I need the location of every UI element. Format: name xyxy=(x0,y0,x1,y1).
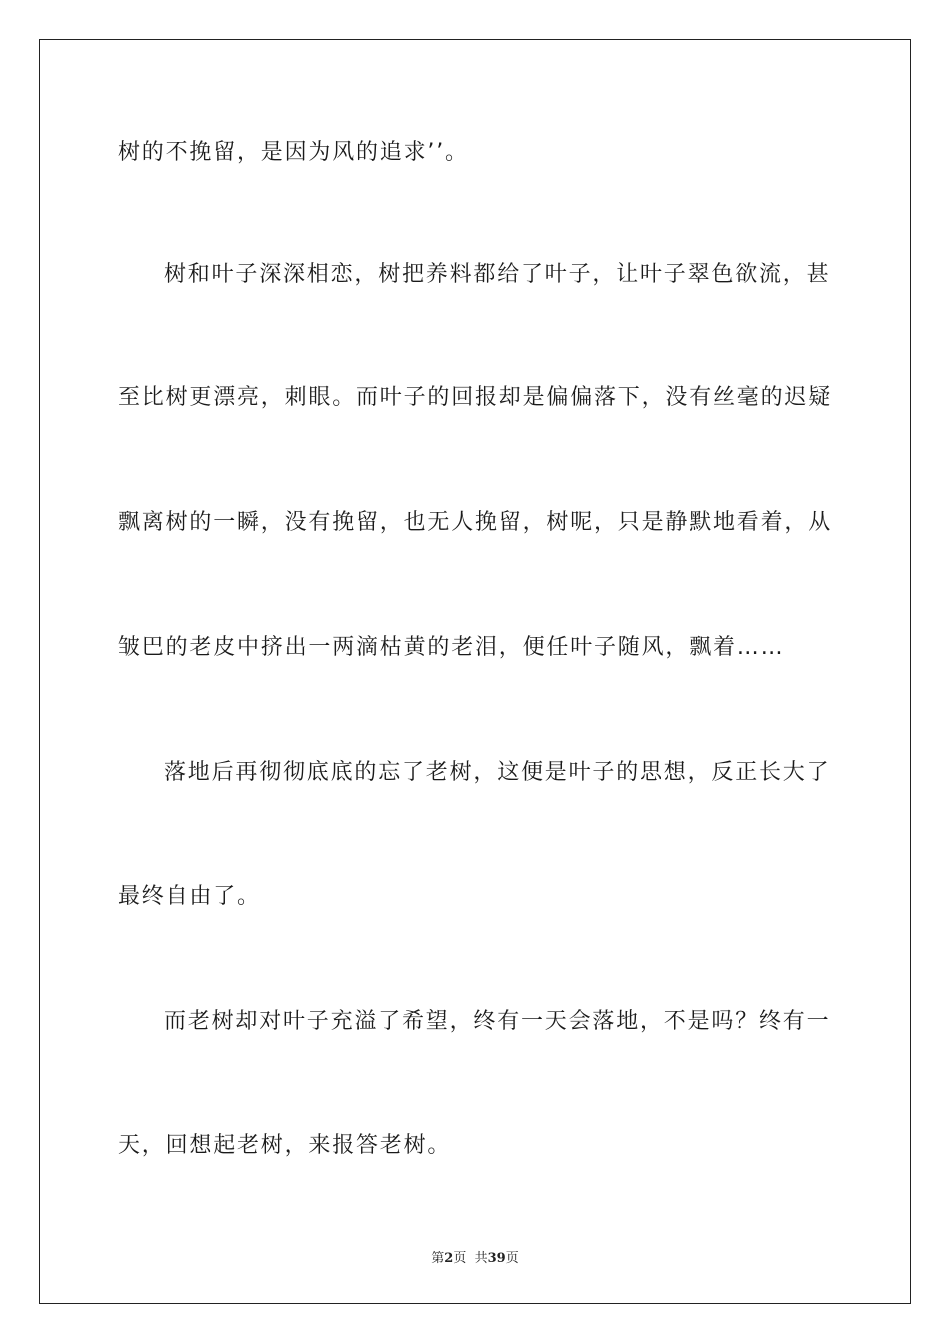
text-line-2: 树和叶子深深相恋，树把养料都给了叶子，让叶子翠色欲流，甚 xyxy=(164,262,831,287)
page-mid: 页 共 xyxy=(453,1251,488,1266)
page-border xyxy=(39,39,911,1304)
text-line-1: 树的不挽留，是因为风的追求’’。 xyxy=(118,140,469,165)
text-line-8: 而老树却对叶子充溢了希望，终有一天会落地，不是吗？终有一 xyxy=(164,1009,831,1034)
text-line-6: 落地后再彻彻底底的忘了老树，这便是叶子的思想，反正长大了 xyxy=(164,760,831,785)
page-current: 2 xyxy=(444,1251,454,1266)
page-suffix: 页 xyxy=(505,1251,519,1266)
page-total: 39 xyxy=(487,1251,506,1266)
page-prefix: 第 xyxy=(431,1251,445,1266)
page-footer xyxy=(0,1247,950,1266)
text-line-9: 天，回想起老树，来报答老树。 xyxy=(118,1133,452,1158)
text-line-7: 最终自由了。 xyxy=(118,884,261,909)
text-line-5: 皱巴的老皮中挤出一两滴枯黄的老泪，便任叶子随风，飘着…… xyxy=(118,635,785,660)
text-line-4: 飘离树的一瞬，没有挽留，也无人挽留，树呢，只是静默地看着，从 xyxy=(118,510,833,535)
text-line-3: 至比树更漂亮，刺眼。而叶子的回报却是偏偏落下，没有丝毫的迟疑 xyxy=(118,385,833,410)
